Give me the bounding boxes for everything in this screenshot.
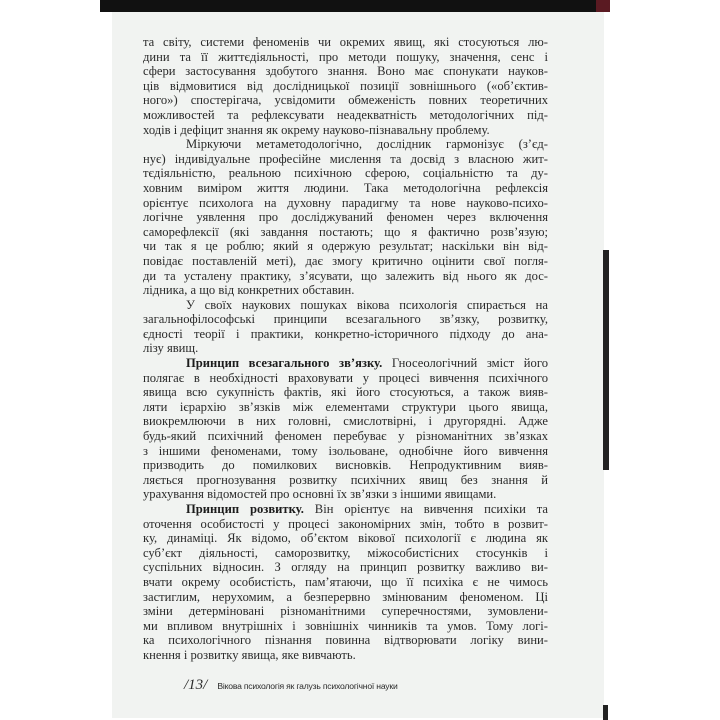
line-text: застиглим, нерухомим, а безперервно змінюваним феноменом. Ці [143,589,548,604]
text-line [143,283,548,298]
page-edge-shadow [603,250,609,470]
text-line [143,210,548,225]
line-text: чи так я це роблю; який я одержую результат; наскільки він від- [143,239,548,254]
text-line [143,254,548,269]
text-line [143,166,548,181]
text-line [143,152,548,167]
paragraph [143,137,548,298]
line-text: суб’єкт діяльності, саморозвитку, міжособистісних стосунків і [143,545,548,560]
line-text: єдності теорії і практики, конкретно-історичного підходу до ана- [143,326,548,341]
text-line [143,414,548,429]
line-text: Гносеологічний зміст його [382,356,548,371]
text-line [143,327,548,342]
text-line [143,196,548,211]
line-text: ляти ієрархію зв’язків між елементами структури цього явища, [143,399,548,414]
body-text [143,35,548,663]
line-text: ців відмовитися від дослідницької позиції зовнішнього («об’єктив- [143,78,548,93]
top-dark-border [100,0,610,12]
text-line [143,35,548,50]
line-text: оточення особистості у процесі закономірних змін, тобто в розвит- [143,516,548,531]
text-line [143,356,548,371]
text-line [143,371,548,386]
paragraph [143,35,548,137]
text-line [143,560,548,575]
line-text: призводить до помилкових висновків. Непродуктивним вияв- [143,458,548,473]
text-line [143,312,548,327]
line-text: дини та її життєдіяльності, про методи пошуку, значення, сенс і [143,49,548,64]
text-line [143,385,548,400]
line-text: Міркуючи метаметодологічно, дослідник гармонізує (з’єд- [186,137,548,152]
page-footer [184,677,398,694]
text-line [143,604,548,619]
line-text: суспільних відносин. З огляду на принцип розвитку важливо ви- [143,560,548,575]
text-line [143,429,548,444]
text-line [143,648,548,663]
line-text: будь-який психічний феномен перебуває у різноманітних зв’язках [143,429,548,444]
line-text: вчати окрему особистість, пам’ятаючи, що її психіка є не чимось [143,574,548,589]
page-edge-corner [603,705,608,720]
line-text: зміни детерміновані різноманітними суперечностями, зумовлени- [143,604,548,619]
page-number: /13/ [184,677,208,693]
line-text: ку, динаміці. Як відомо, об’єктом вікової психології є людина як [143,531,548,546]
line-text: ного») спостерігача, усвідомити обмеженість повних теоретичних [143,93,548,108]
text-line [143,517,548,532]
text-line [143,487,548,502]
line-text: полягає в необхідності враховувати у процесі вивчення психічного [143,370,548,385]
line-text: тєдіяльністю, реальною психічною сферою, соціальністю та ду- [143,166,548,181]
text-line [143,79,548,94]
text-line [143,575,548,590]
text-line [143,50,548,65]
text-line [143,123,548,138]
line-text: виокремлюючи в них головні, смислотвірні, і другорядні. Адже [143,414,548,429]
text-line [143,108,548,123]
text-line [143,444,548,459]
line-text: ходів і дефіцит знання як окрему науково-пізнавальну проблему. [143,122,490,137]
line-text: з іншими феноменами, тому ізольоване, однобічне його вивчення [143,443,548,458]
text-line [143,531,548,546]
paragraph [143,356,548,502]
line-text: загальнофілософські принципи всезагального зв’язку, розвитку, [143,312,548,327]
text-line [143,400,548,415]
text-line [143,298,548,313]
line-text: явища всю сукупність фактів, які його стосуються, а також вияв- [143,385,548,400]
line-text: лізу явищ. [143,341,199,356]
cover-edge [596,0,610,12]
line-text: У своїх наукових пошуках вікова психологія спирається на [186,297,548,312]
line-text: та світу, системи феноменів чи окремих явищ, які стосуються лю- [143,35,548,49]
line-text: саморефлексії (які завдання постають; що я фактично розв’язую; [143,224,548,239]
text-line [143,341,548,356]
line-text: нує) індивідуальне професійне мислення та досвід з власною жит- [143,151,548,166]
line-text: ка психологічного пізнання повинна відтворювати логіку вини- [143,633,548,648]
line-text: кнення і розвитку явища, яке вивчають. [143,647,356,662]
line-text: можливостей та рефлексувати неадекватність методологічних під- [143,107,548,122]
line-text: ховним виміром життя людини. Така методологічна рефлексія [143,180,548,195]
text-line [143,458,548,473]
paragraph [143,502,548,663]
line-text: сфери застосування здобутого знання. Воно має спонукати науков- [143,64,548,79]
line-text: повідає поставленій меті), дає змогу критично оцінити свої погля- [143,253,548,268]
text-line [143,93,548,108]
bold-heading: Принцип всезагального зв’язку. [186,356,383,371]
text-line [143,269,548,284]
text-line [143,619,548,634]
text-line [143,239,548,254]
text-line [143,590,548,605]
line-text: ляється прогнозування розвитку психічних явищ без знання й [143,472,548,487]
running-title: Вікова психологія як галузь психологічної науки [217,681,398,691]
text-line [143,502,548,517]
line-text: урахування відомостей про основні їх зв’язки з іншими явищами. [143,487,497,502]
line-text: Він орієнтує на вивчення психіки та [303,502,548,516]
text-line [143,181,548,196]
text-line [143,473,548,488]
text-line [143,633,548,648]
bold-heading: Принцип розвитку. [186,502,304,516]
line-text: лідника, а що від конкретних обставин. [143,283,355,298]
line-text: ди та усталену практику, з’ясувати, що залежить від нього як дос- [143,268,548,283]
line-text: орієнтує психолога на духовну парадигму та нове науково-психо- [143,195,548,210]
line-text: ми впливом внутрішніх і зовнішніх чинників та умов. Тому логі- [143,618,548,633]
line-text: логічне уявлення про досліджуваний феномен через включення [143,210,548,225]
paragraph [143,298,548,356]
text-line [143,137,548,152]
text-line [143,546,548,561]
text-line [143,64,548,79]
text-line [143,225,548,240]
